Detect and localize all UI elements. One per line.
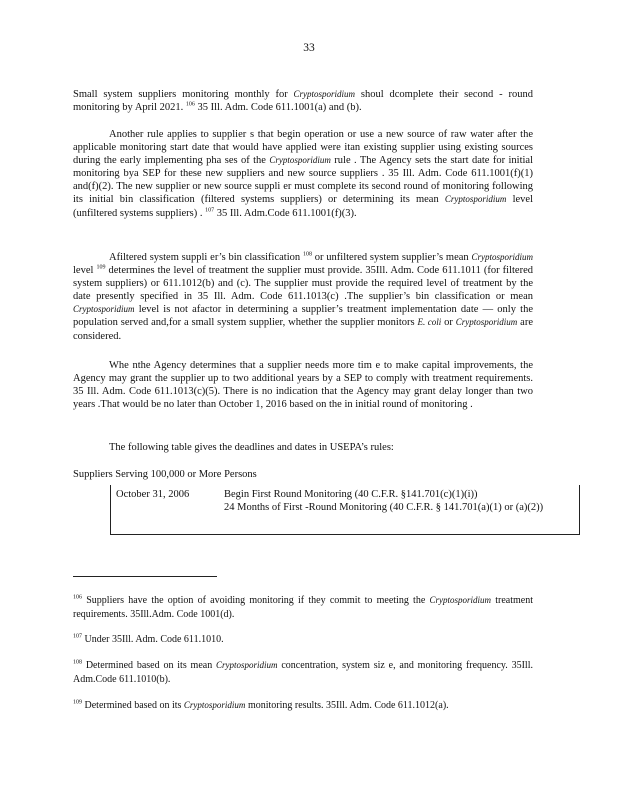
table-event: Begin First Round Monitoring (40 C.F.R. §141.701(c)(1)(i)) [224,489,478,500]
paragraph-5 [73,441,533,454]
footnote-ref-108[interactable]: 108 [302,251,312,258]
text: level is not afactor in determining a supplier’s treatment implementation date — only the population served and,for a small system supplier, whether the supplier monitors [73,304,533,329]
text: determines the level of treatment the supplier must provide. 35Ill. Adm. Code 611.1011 (for filtered system suppliers) or 611.1012(b) and (c). The supplier must provide the required level of treatment by the date presently specified in 35 Ill. Adm. Code 611.1013(c) .The supplier’s bin classification or mean [73,265,533,303]
text: level (unfiltered systems suppliers) . [73,194,533,219]
text: rule . The Agency sets the start date for initial monitoring bya SEP for these new suppliers and new source suppliers . 35 Ill. Adm. Code 611.1001(f)(1) and(f)(2). The new supplier or new source suppli er must complete its second round of monitoring following its initial bin classification (filtered systems suppliers) or determining its mean [73,155,533,206]
table-heading: Suppliers Serving 100,000 or More Persons [73,469,257,480]
italic-term: Cryptosporidium [216,660,278,670]
table-date-cell: October 31, 2006 [116,489,190,500]
italic-term: Cryptosporidium [471,252,533,262]
text: Whe nthe Agency determines that a supplier needs more tim e to make capital improvements, the Agency may grant the supplier up to two additional years by a SEP to comply with treatment requirements. 35 Ill. Adm. Code 611.1013(c)(5). There is no indication that the Agency may grant delay longer than two years .That would be no later than October 1, 2016 based on the in initial round of monitoring . [73,360,533,411]
italic-term: Cryptosporidium [183,700,246,710]
text: monitoring results. 35Ill. Adm. Code 611.1012(a). [245,700,449,711]
text: or [441,317,456,329]
paragraph-4 [73,359,533,411]
text: 35 Ill. Adm.Code 611.1001(f)(3). [214,207,357,219]
text: Determined based on its [82,700,184,711]
footnote-109 [73,699,533,713]
text: are considered. [73,317,533,342]
italic-term: Cryptosporidium [429,595,492,605]
text: level [73,265,97,277]
footnote-106 [73,594,533,621]
italic-term: Cryptosporidium [444,194,507,205]
italic-term: Cryptosporidium [73,304,135,315]
table-event: 24 Months of First -Round Monitoring (40 C.F.R. § 141.701(a)(1) or (a)(2)) [224,502,544,514]
text: 35 Ill. Adm. Code 611.1001(a) and (b). [194,102,362,114]
footnote-number: 107 [73,633,82,640]
footnote-ref-109[interactable]: 109 [96,264,106,271]
footnote-number: 109 [73,699,82,706]
text: Afiltered system suppli er’s bin classification [109,252,303,263]
footnote-number: 108 [73,659,82,666]
text: The following table gives the deadlines and dates in USEPA’s rules: [109,442,394,453]
paragraph-1 [73,88,533,114]
text: or unfiltered system supplier’s mean [311,252,472,263]
footnote-ref-106[interactable]: 106 [185,101,195,108]
table-events-cell [224,488,569,514]
paragraph-3 [73,251,533,343]
deadline-table [110,485,580,535]
italic-term: Cryptosporidium [269,155,331,166]
text: Suppliers have the option of avoiding monitoring if they commit to meeting the [82,595,430,606]
text: Small system suppliers monitoring monthly for [73,89,294,100]
footnote-108 [73,659,533,686]
footnote-number: 106 [73,594,82,601]
text: concentration, system siz e, and monitoring frequency. 35Ill. Adm.Code 611.1010(b). [73,660,533,685]
italic-term: E. coli [417,317,442,328]
footnote-107 [73,633,533,647]
text: Determined based on its mean [82,660,217,671]
text: Under 35Ill. Adm. Code 611.1010. [82,634,224,645]
footnote-ref-107[interactable]: 107 [205,207,215,214]
page-number: 33 [303,42,315,54]
italic-term: Cryptosporidium [455,317,518,328]
text: Another rule applies to supplier s that begin operation or use a new source of raw water after the applicable monitoring start date that would have applied were itan existing supplier using existing sources during the early implementing pha ses of the [73,129,533,167]
text: shoul dcomplete their second - round monitoring by April 2021. [73,89,533,114]
footnote-divider [73,576,217,577]
paragraph-2 [73,128,533,220]
italic-term: Cryptosporidium [293,89,356,99]
text: treatment requirements. 35Ill.Adm. Code 1001(d). [73,595,534,620]
